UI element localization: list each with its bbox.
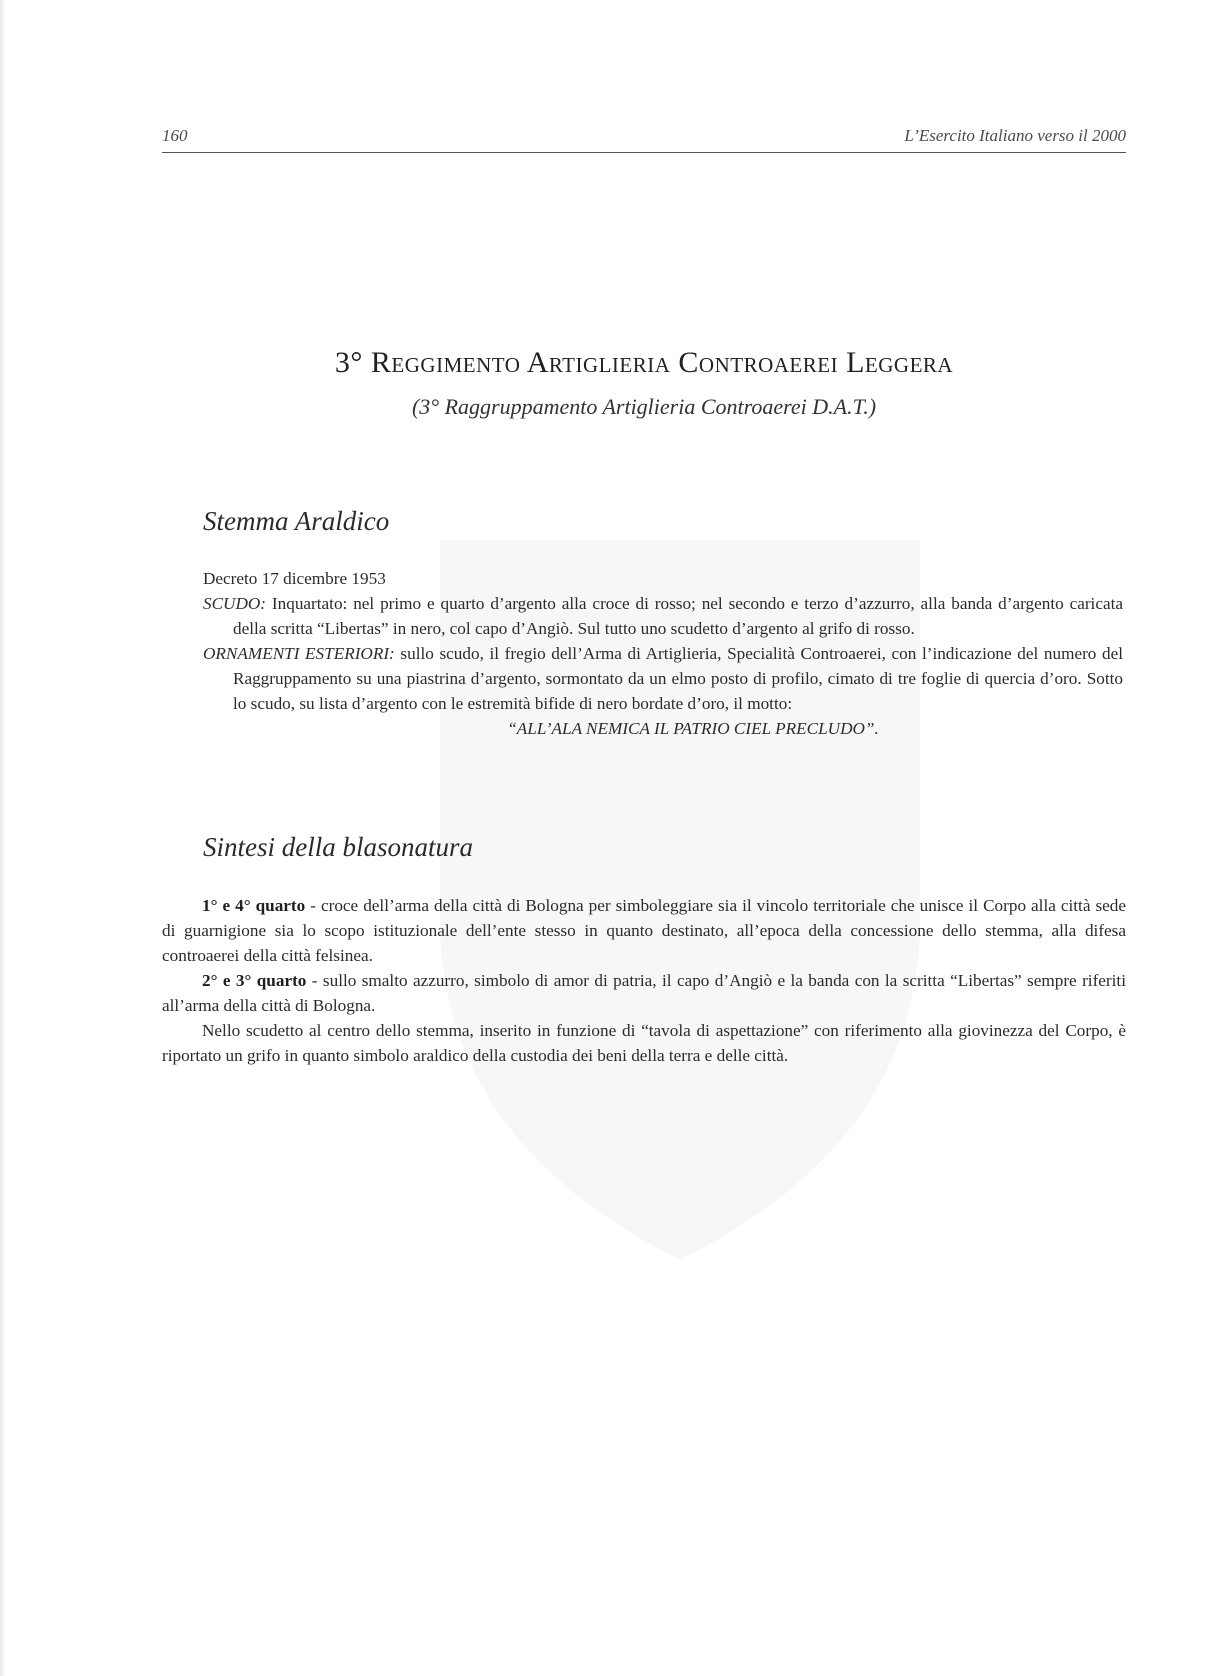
regiment-title: [162, 346, 1126, 380]
paragraph-quarto-2-3: [162, 968, 1126, 1018]
regiment-name: Reggimento Artiglieria Controaerei Leggera: [370, 346, 954, 379]
running-header: [162, 126, 1126, 153]
ornamenti-text: sullo scudo, il fregio dell’Arma di Artiglieria, Specialità Controaerei, con l’indicazione del numero del Raggruppamento su una piastrina d’argento, sormontato da un elmo posto di profilo, cimato di tre foglie di quercia d’oro. Sotto lo scudo, su lista d’argento con le estremità bifide di nero bordate d’oro, il motto:: [233, 644, 1124, 713]
scudo-text: Inquartato: nel primo e quarto d’argento alla croce di rosso; nel secondo e terzo d’azzurro, alla banda d’argento caricata della scritta “Libertas” in nero, col capo d’Angiò. Sul tutto uno scudetto d’argento al grifo di rosso.: [233, 594, 1123, 638]
paragraph-quarto-1-4: [162, 893, 1126, 968]
regiment-number: 3°: [334, 346, 363, 379]
quarto-1-4-label: 1° e 4° quarto: [202, 896, 306, 915]
page-number: 160: [162, 126, 188, 145]
sintesi-section: [162, 893, 1126, 1068]
heading-sintesi: Sintesi della blasonatura: [203, 832, 473, 862]
paragraph-scudetto: Nello scudetto al centro dello stemma, inserito in funzione di “tavola di aspettazione” con riferimento alla giovinezza del Corpo, è riportato un grifo in quanto simbolo araldico della custodia dei beni della terra e delle città.: [162, 1021, 1126, 1065]
scudo-label: SCUDO:: [203, 594, 267, 613]
quarto-2-3-text: - sullo smalto azzurro, simbolo di amor di patria, il capo d’Angiò e la banda con la scritta “Libertas” sempre riferiti all’arma della città di Bologna.: [162, 971, 1126, 1015]
ornamenti-entry: [203, 641, 1123, 716]
motto: “ALL’ALA NEMICA IL PATRIO CIEL PRECLUDO”.: [507, 719, 879, 738]
decree-line: Decreto 17 dicembre 1953: [203, 569, 386, 588]
book-title: L’Esercito Italiano verso il 2000: [904, 126, 1126, 145]
quarto-1-4-text: - croce dell’arma della città di Bologna per simboleggiare sia il vincolo territoriale che unisce il Corpo alla città sede di guarnigione sia lo scopo istituzionale dell’ente stesso in quanto destinato, all’epoca della concessione dello stemma, alla difesa controaerei della città felsinea.: [162, 896, 1126, 965]
page-edge-shadow: [0, 0, 6, 1676]
quarto-2-3-label: 2° e 3° quarto: [202, 971, 307, 990]
ornamenti-label: ORNAMENTI ESTERIORI:: [203, 644, 395, 663]
regiment-subtitle: (3° Raggruppamento Artiglieria Controaerei D.A.T.): [411, 394, 877, 419]
stemma-section: [203, 566, 1123, 741]
scudo-entry: [203, 591, 1123, 641]
heading-stemma-araldico: Stemma Araldico: [203, 506, 390, 536]
